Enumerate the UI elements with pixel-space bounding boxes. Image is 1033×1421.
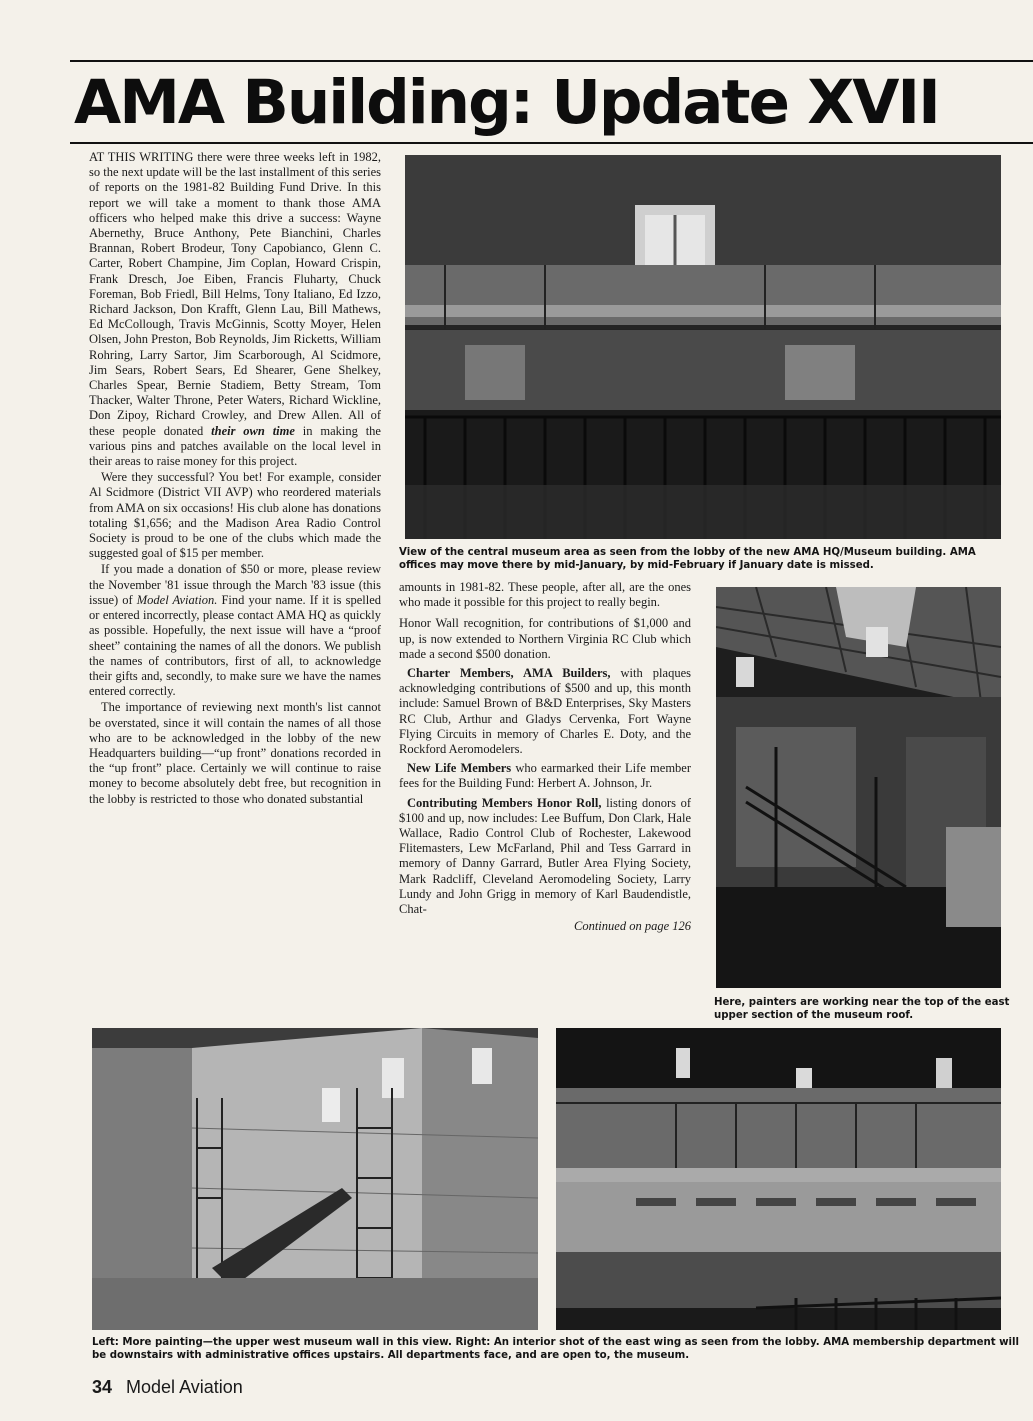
- caption-photo-2: Here, painters are working near the top of the east upper section of the museum roof.: [714, 997, 1010, 1021]
- publication-name: Model Aviation: [126, 1377, 243, 1397]
- photo-west-wall-image: [92, 1028, 538, 1330]
- col2-paragraph-3: Charter Members, AMA Builders, with plaques acknowledging contributions of $500 and up, this month include: Samuel Brown of B&D Enterprises, Sky Masters RC Club, Arthur and Gladys Cervenka, Fort Wayne Flying Circuits in memory of Charles E. Doty, and the Rockford Aeromodelers.: [399, 666, 691, 757]
- photo-painters-roof: [716, 587, 1001, 988]
- photo-museum-central-image: [405, 155, 1001, 539]
- top-rule: [70, 60, 1033, 62]
- paragraph-4: The importance of reviewing next month's list cannot be overstated, since it will contain the names of all those who are to be acknowledged in the lobby of the new Headquarters building—“up front” donations recorded in the “up front” place. Certainly we will continue to raise money to become absolutely debt free, but recognition in the lobby is restricted to those who donated substantial: [89, 700, 381, 806]
- title-rule: [70, 142, 1033, 144]
- col2-paragraph-1: amounts in 1981-82. These people, after all, are the ones who made it possible for this project to really begin.: [399, 580, 691, 610]
- caption-photo-1: View of the central museum area as seen from the lobby of the new AMA HQ/Museum building. AMA offices may move there by mid-January, by mid-February if January date is missed.: [399, 547, 976, 571]
- page-footer: [92, 1376, 243, 1398]
- caption-photos-3-4: Left: More painting—the upper west museum wall in this view. Right: An interior shot of the east wing as seen from the lobby. AMA membership department will be downstairs with administrative offices upstairs. All departments face, and are open to, the museum.: [92, 1337, 1020, 1361]
- article-column-1: [89, 150, 381, 1022]
- paragraph-1: AT THIS WRITING there were three weeks left in 1982, so the next update will be the last installment of this series of reports on the 1981-82 Building Fund Drive. In this report we will take a moment to thank those AMA officers who helped make this drive a success: Wayne Abernethy, Bruce Anthony, Pete Bianchini, Charles Brannan, Robert Brodeur, Tony Capobianco, Glenn C. Carter, Robert Champine, Jim Coplan, Howard Crispin, Frank Dresch, Joe Eiben, Francis Fluharty, Chuck Foreman, Bob Friedl, Bill Helms, Tony Italiano, Ed Izzo, Richard Jackson, Don Krafft, Glenn Lau, Bill Mathews, Ed McCollough, Travis McGinnis, Scotty Moyer, Helen Olsen, John Preston, Bob Reynolds, Jim Ricketts, William Rohring, Larry Sartor, Jim Scarborough, Al Scidmore, Jim Sears, Robert Sears, Ed Shearer, Gene Shelkey, Charles Spear, Bernie Stadiem, Betty Stream, Tom Thacker, Walter Throne, Peter Waters, Richard Wickline, Don Zipoy, Richard Crowley, and Drew Allen. All of these people donated their own time in making the various pins and patches available on the local level in their areas to raise money for this project.: [89, 150, 381, 469]
- photo-painters-roof-image: [716, 587, 1001, 988]
- lead-in: AT THIS WRITING: [89, 150, 194, 164]
- page-number: 34: [92, 1377, 113, 1397]
- photo-west-wall: [92, 1028, 538, 1330]
- col2-paragraph-2: Honor Wall recognition, for contributions of $1,000 and up, is now extended to Northern Virginia RC Club which made a second $500 donation.: [399, 616, 691, 661]
- photo-east-wing: [556, 1028, 1001, 1330]
- article-column-2: [399, 580, 691, 1025]
- photo-east-wing-image: [556, 1028, 1001, 1330]
- page-title: AMA Building: Update XVII: [74, 67, 939, 138]
- photo-museum-central: [405, 155, 1001, 539]
- col2-paragraph-5: Contributing Members Honor Roll, listing donors of $100 and up, now includes: Lee Buffum, Don Clark, Hale Wallace, Radio Control Club of Rochester, Lakewood Flitemasters, Lew McFarland, Phil and Tess Garrard in memory of Danny Garrard, Butler Area Flying Society, Mark Radcliff, Cleveland Aeromodeling Society, Larry Lundy and John Grigg in memory of Karl Baudendistle, Chat-: [399, 795, 691, 917]
- paragraph-2: Were they successful? You bet! For example, consider Al Scidmore (District VII AVP) who reordered materials from AMA on six occasions! His club alone has donations totaling $1,656; and the Madison Area Radio Control Society is proud to be one of the clubs which made the suggested goal of $15 per member.: [89, 470, 381, 561]
- paragraph-3: If you made a donation of $50 or more, please review the November '81 issue through the March '83 issue (this issue) of Model Aviation. Find your name. If it is spelled or entered incorrectly, please contact AMA HQ as quickly as possible. Hopefully, the next issue will have a “proof sheet” containing the names of all the donors. We publish the names of contributors, first of all, to acknowledge their gifts and, secondly, to make sure we have the names entered correctly.: [89, 562, 381, 699]
- col2-paragraph-4: New Life Members who earmarked their Life member fees for the Building Fund: Herbert A. Johnson, Jr.: [399, 761, 691, 791]
- continued-note: Continued on page 126: [573, 919, 691, 934]
